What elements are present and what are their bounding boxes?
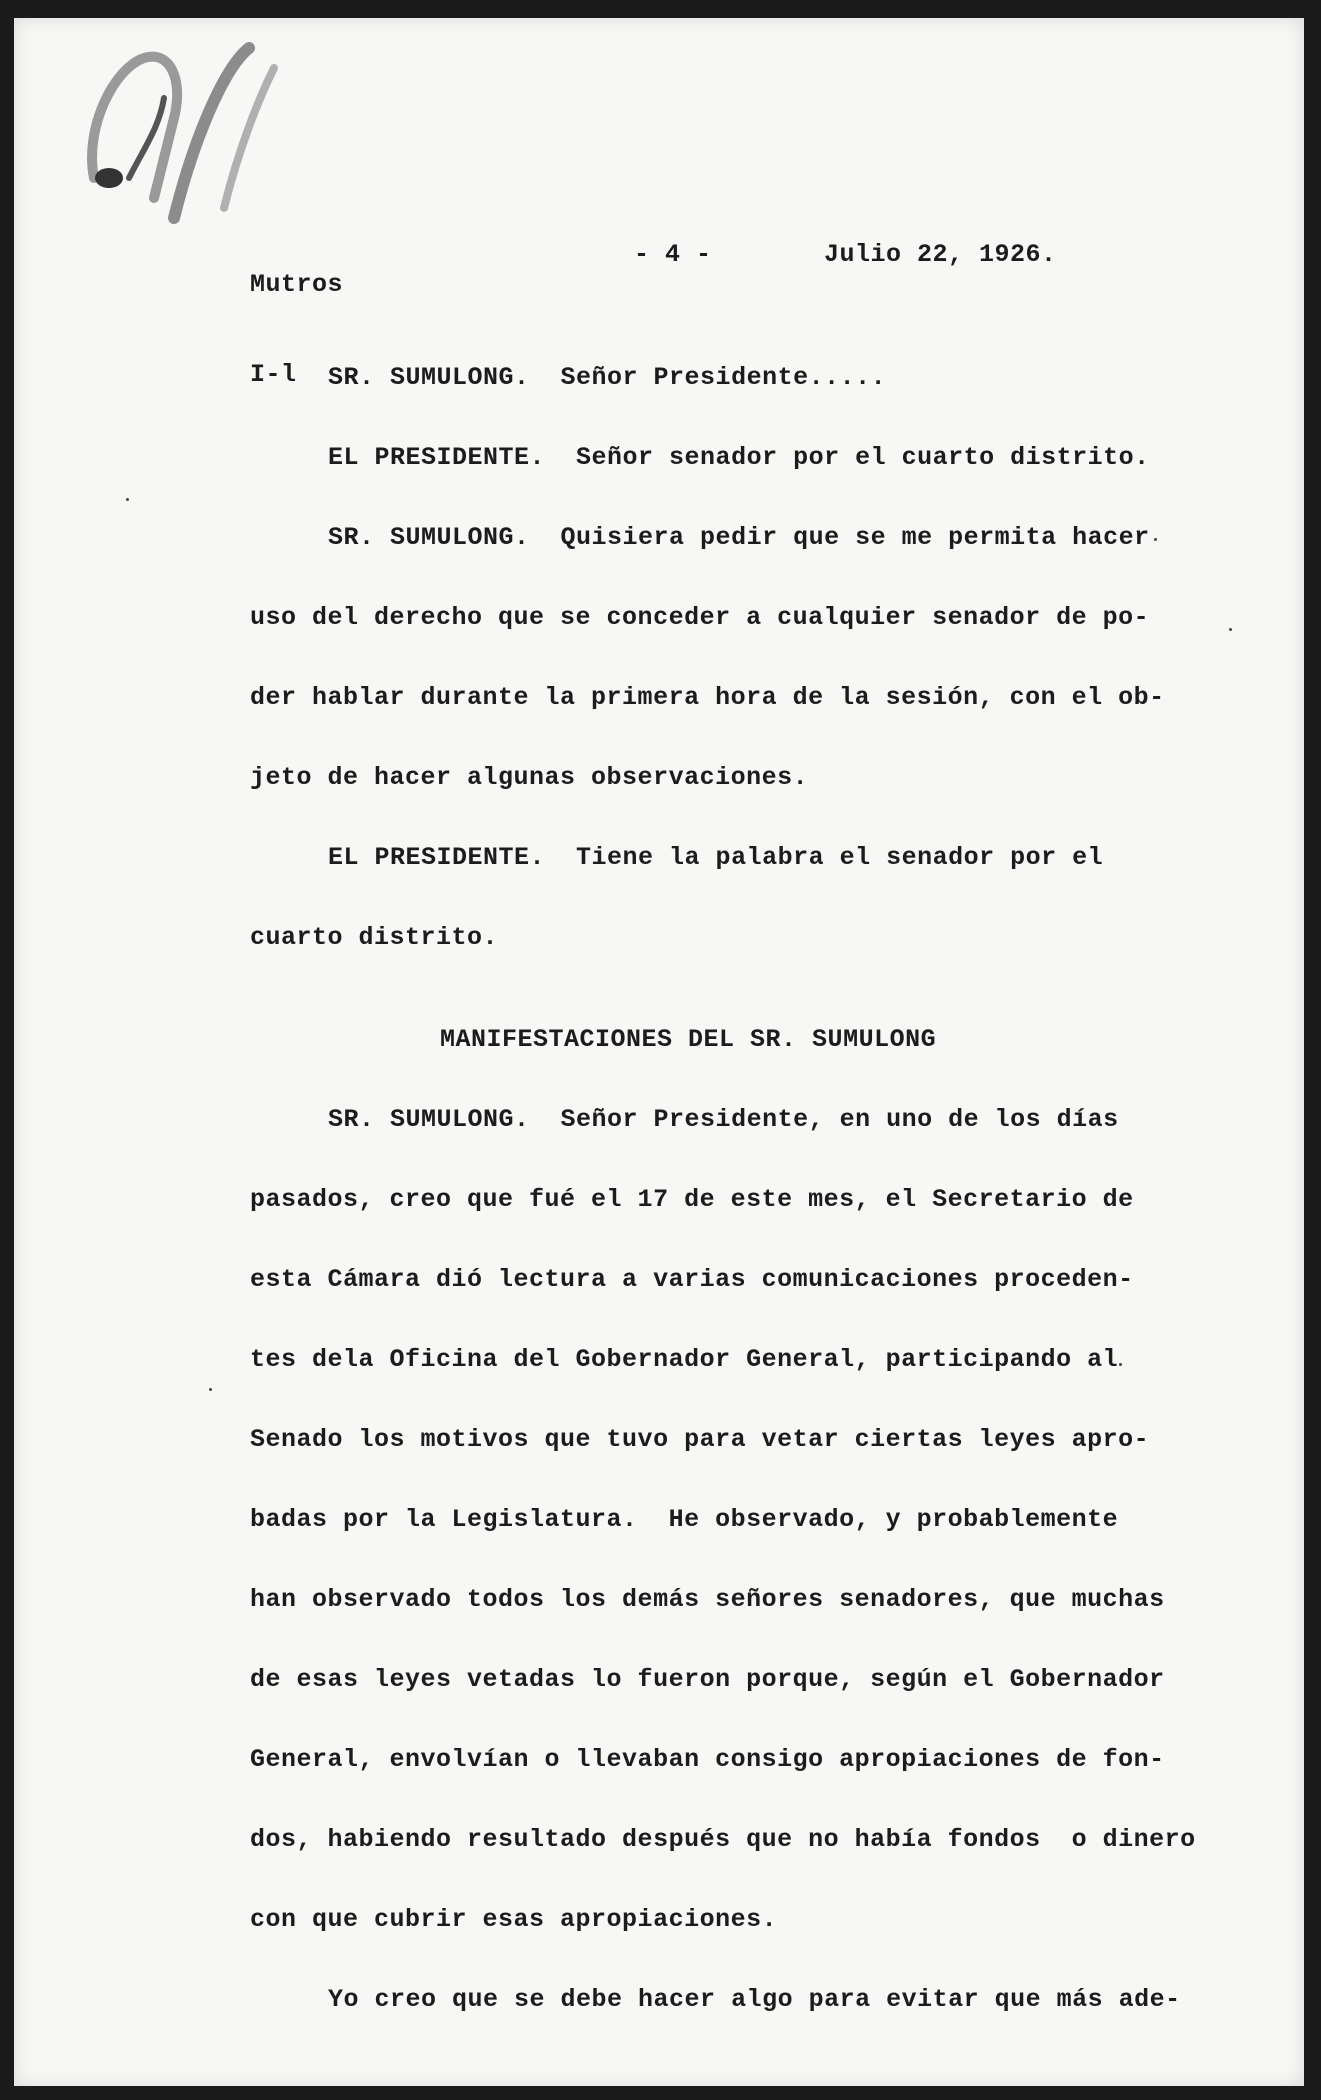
text-line: han observado todos los demás señores senadores, que muchas [250,1585,1165,1614]
page-number: - 4 - [634,240,712,269]
text-line: uso del derecho que se conceder a cualquier senador de po- [250,603,1150,632]
initials-line-1: Mutros [250,270,344,299]
text-line: jeto de hacer algunas observaciones. [250,763,809,792]
speck [1154,538,1157,541]
text-line: con que cubrir esas apropiaciones. [250,1905,778,1934]
text-line: SR. SUMULONG. Quisiera pedir que se me permita hacer [328,523,1150,552]
speck [126,498,129,501]
text-line: cuarto distrito. [250,923,499,952]
text-line: tes dela Oficina del Gobernador General, participando al [250,1345,1119,1374]
text-line: pasados, creo que fué el 17 de este mes, el Secretario de [250,1185,1134,1214]
text-line: General, envolvían o llevaban consigo apropiaciones de fon- [250,1745,1165,1774]
section-heading: MANIFESTACIONES DEL SR. SUMULONG [440,1025,937,1054]
speck [1119,1363,1122,1366]
text-line: EL PRESIDENTE. Tiene la palabra el senador por el [328,843,1104,872]
text-line: dos, habiendo resultado después que no había fondos o dinero [250,1825,1196,1854]
text-line: esta Cámara dió lectura a varias comunicaciones proceden- [250,1265,1134,1294]
text-line: Senado los motivos que tuvo para vetar ciertas leyes apro- [250,1425,1150,1454]
paper-clip-mark [74,28,284,238]
text-line: de esas leyes vetadas lo fueron porque, según el Gobernador [250,1665,1165,1694]
text-line: SR. SUMULONG. Señor Presidente..... [328,363,887,392]
text-line: SR. SUMULONG. Señor Presidente, en uno de los días [328,1105,1119,1134]
heading-spacer [250,978,1250,1000]
initials-line-2: I-l [250,360,297,389]
text-line: badas por la Legislatura. He observado, y probablemente [250,1505,1119,1534]
speck [1229,628,1232,631]
speck [209,1388,212,1391]
transcript-body [250,338,1250,2040]
text-line: der hablar durante la primera hora de la sesión, con el ob- [250,683,1165,712]
document-date: Julio 22, 1926. [824,240,1057,269]
text-line: Yo creo que se debe hacer algo para evitar que más ade- [328,1985,1181,2014]
document-page [14,18,1304,2086]
text-line: EL PRESIDENTE. Señor senador por el cuarto distrito. [328,443,1150,472]
